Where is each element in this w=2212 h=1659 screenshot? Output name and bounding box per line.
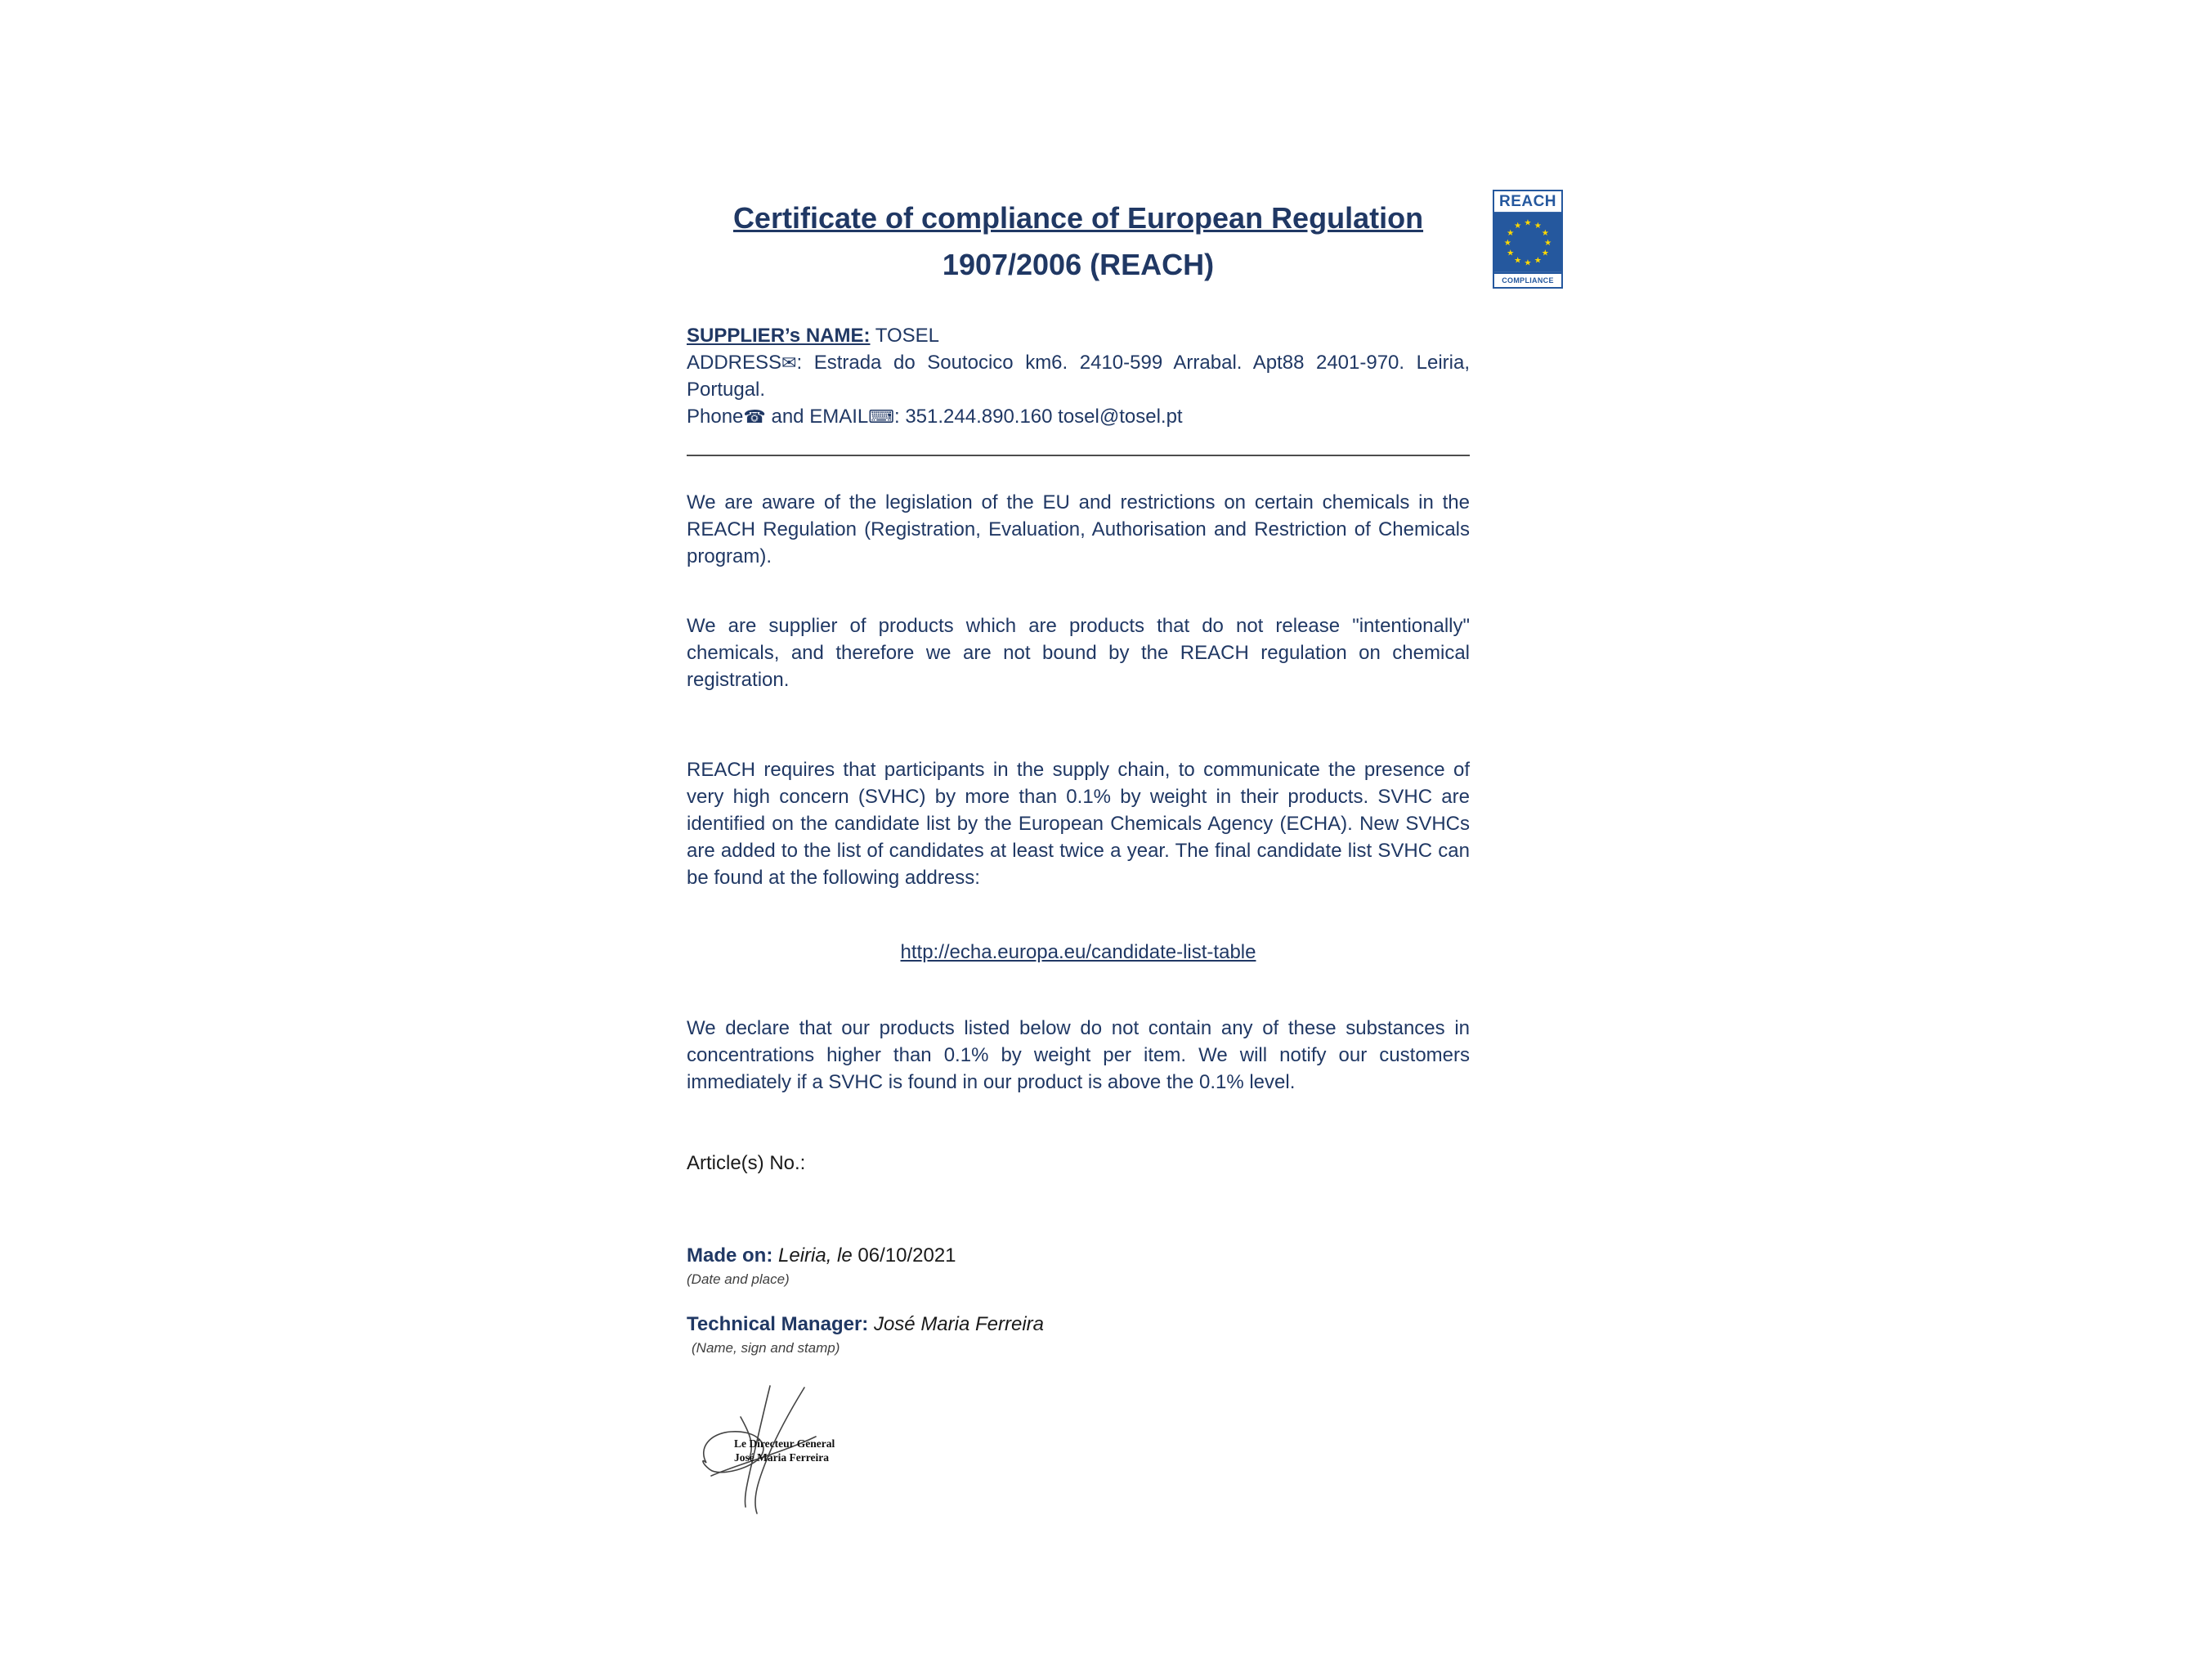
- candidate-list-link[interactable]: http://echa.europa.eu/candidate-list-table: [900, 941, 1256, 963]
- stamp-line-1: Le Directeur General: [734, 1437, 835, 1450]
- made-on-label: Made on:: [687, 1244, 773, 1267]
- star-icon: ★: [1514, 220, 1522, 231]
- envelope-icon: ✉: [781, 352, 797, 373]
- star-icon: ★: [1541, 248, 1549, 258]
- star-icon: ★: [1524, 217, 1532, 228]
- reach-compliance-logo: [1493, 190, 1563, 289]
- supplier-name-label: SUPPLIER’s NAME:: [687, 325, 871, 347]
- star-icon: ★: [1503, 238, 1512, 249]
- manager-value: José Maria Ferreira: [868, 1313, 1045, 1335]
- date-place-note: (Date and place): [687, 1271, 790, 1287]
- star-icon: ★: [1534, 220, 1542, 231]
- paragraph-supplier-type: We are supplier of products which are products that do not release "intentionally" chemicals, and therefore we are not bound by the REACH regulation on chemical registration.: [687, 615, 1470, 691]
- certificate-title: [687, 195, 1470, 288]
- star-icon: ★: [1514, 255, 1522, 266]
- manager-label: Technical Manager:: [687, 1313, 869, 1335]
- supplier-name-row: [687, 322, 1470, 349]
- made-on-place: Leiria, le: [772, 1244, 858, 1267]
- address-label: ADDRESS: [687, 352, 782, 374]
- address-row: [687, 349, 1470, 403]
- section-divider: [687, 455, 1470, 456]
- paragraph-declaration: We declare that our products listed below do not contain any of these substances in concentrations higher than 0.1% by weight per item. We will notify our customers immediately if a SVHC is found in our product is above the 0.1% level.: [687, 1017, 1470, 1093]
- stamp-line-2: José Maria Ferreira: [734, 1451, 829, 1464]
- made-on-row: [687, 1242, 1470, 1269]
- compliance-logo-label: COMPLIANCE: [1494, 272, 1561, 287]
- supplier-block: [687, 322, 1470, 430]
- star-icon: ★: [1507, 248, 1515, 258]
- articles-label: Article(s) No.:: [687, 1152, 806, 1174]
- supplier-name-value: TOSEL: [870, 325, 939, 347]
- star-icon: ★: [1541, 227, 1549, 238]
- and-email-label: and EMAIL: [765, 406, 869, 428]
- paragraph-awareness: We are aware of the legislation of the EU and restrictions on certain chemicals in the REACH Regulation (Registration, Evaluation, Authorisation and Restriction of Chemicals program).: [687, 491, 1470, 567]
- stamp-text: [734, 1437, 835, 1464]
- made-on-date: 06/10/2021: [857, 1244, 956, 1267]
- title-line-1: Certificate of compliance of European Regulation: [732, 201, 1424, 235]
- star-icon: ★: [1524, 258, 1532, 268]
- candidate-list-link-row: [687, 939, 1470, 966]
- title-line-2: 1907/2006 (REACH): [942, 248, 1215, 281]
- contact-value: : 351.244.890.160 tosel@tosel.pt: [893, 406, 1183, 428]
- eu-stars-flag: [1494, 212, 1561, 272]
- star-icon: ★: [1507, 227, 1515, 238]
- manager-row: [687, 1311, 1470, 1338]
- phone-label: Phone: [687, 406, 744, 428]
- star-icon: ★: [1543, 238, 1552, 249]
- contact-row: [687, 403, 1470, 430]
- phone-icon: ☎: [743, 406, 766, 427]
- reach-logo-label: REACH: [1498, 193, 1557, 210]
- name-sign-note: (Name, sign and stamp): [692, 1340, 840, 1356]
- computer-icon: ⌨: [868, 406, 894, 427]
- star-icon: ★: [1534, 255, 1542, 266]
- signature-block: [692, 1384, 961, 1536]
- paragraph-svhc: REACH requires that participants in the supply chain, to communicate the presence of very high concern (SVHC) by more than 0.1% by weight in their products. SVHC are identified on the candidate list by the European Chemicals Agency (ECHA). New SVHCs are added to the list of candidates at least twice a year. The final candidate list SVHC can be found at the following address:: [687, 759, 1470, 889]
- document-content: [687, 195, 1470, 1536]
- address-value: : Estrada do Soutocico km6. 2410-599 Arrabal. Apt88 2401-970. Leiria, Portugal.: [687, 352, 1470, 401]
